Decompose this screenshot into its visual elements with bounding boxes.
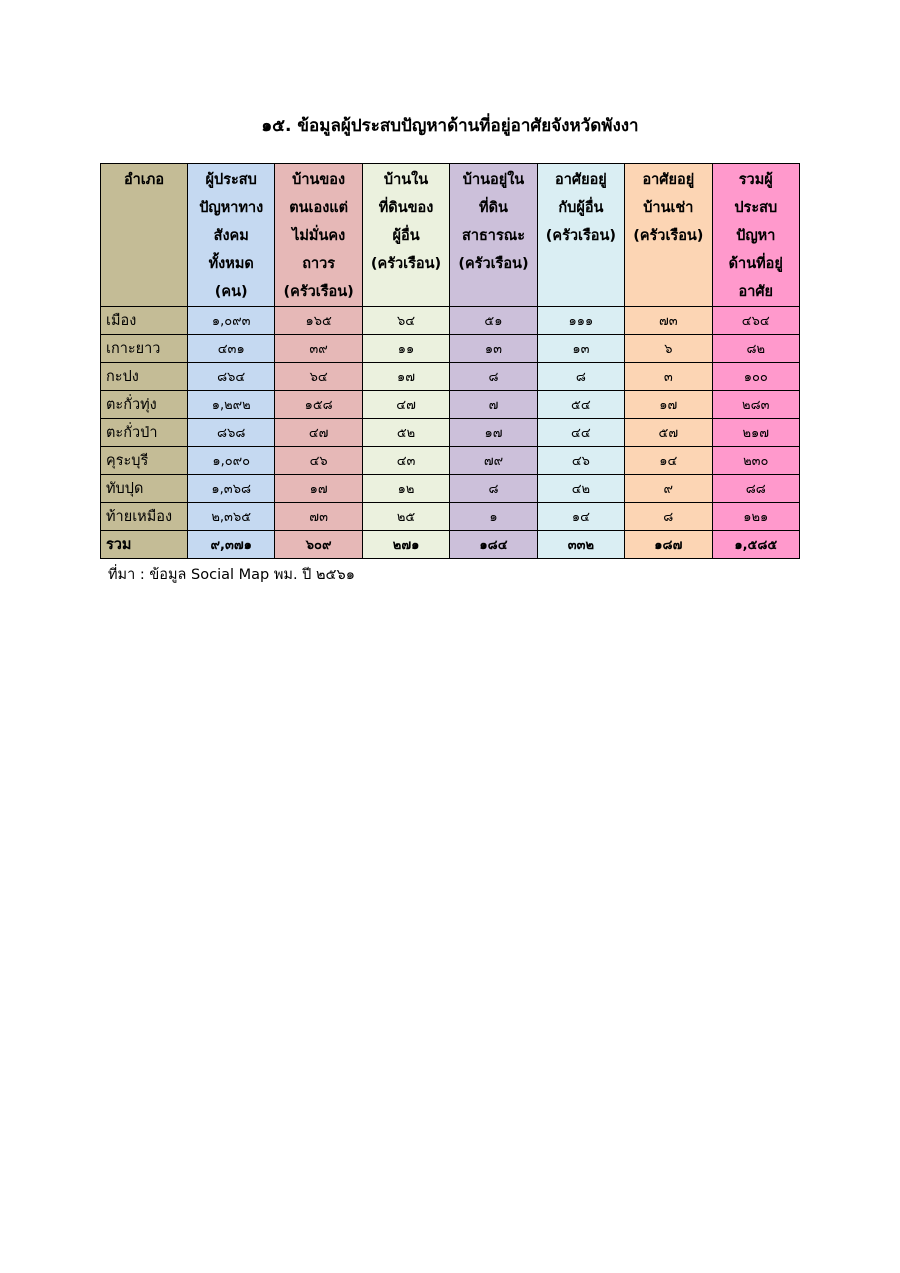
table-cell: ๘	[625, 503, 712, 531]
header-public-land	[450, 164, 537, 307]
table-cell: ๘	[537, 363, 624, 391]
header-line: บ้านของ	[292, 172, 346, 188]
header-line: ประสบ	[734, 200, 778, 216]
table-row	[101, 503, 800, 531]
table-cell: ๑๐๐	[712, 363, 799, 391]
table-cell: ๗๓	[625, 307, 712, 335]
source-note: ที่มา : ข้อมูล Social Map พม. ปี ๒๕๖๑	[108, 567, 355, 583]
district-cell: ทับปุด	[101, 475, 188, 503]
header-line: อำเภอ	[123, 172, 165, 188]
district-cell: คุระบุรี	[101, 447, 188, 475]
header-line: (ครัวเรือน)	[633, 228, 704, 244]
table-cell: ๑๓	[537, 335, 624, 363]
table-row	[101, 419, 800, 447]
total-row	[101, 531, 800, 559]
header-row	[101, 164, 800, 307]
table-cell: ๗๓	[275, 503, 362, 531]
table-cell: ๗	[450, 391, 537, 419]
table-cell: ๒๓๐	[712, 447, 799, 475]
table-row	[101, 307, 800, 335]
header-district	[101, 164, 188, 307]
table-cell: ๖	[625, 335, 712, 363]
table-cell: ๖๔	[362, 307, 449, 335]
table-cell: ๑๕๘	[275, 391, 362, 419]
table-cell: ๗๙	[450, 447, 537, 475]
table-cell: ๑๒๑	[712, 503, 799, 531]
table-row	[101, 475, 800, 503]
total-cell: ๑๘๔	[450, 531, 537, 559]
table-cell: ๕๔	[537, 391, 624, 419]
table-cell: ๑๑๑	[537, 307, 624, 335]
table-row	[101, 363, 800, 391]
table-cell: ๘	[450, 363, 537, 391]
district-cell: ตะกั่วทุ่ง	[101, 391, 188, 419]
header-line: สาธารณะ	[461, 228, 525, 244]
header-line: อาศัยอยู่	[642, 172, 695, 188]
table-cell: ๒๕	[362, 503, 449, 531]
total-cell: ๓๓๒	[537, 531, 624, 559]
table-cell: ๒๑๗	[712, 419, 799, 447]
total-cell: ๑,๕๘๕	[712, 531, 799, 559]
table-cell: ๑,๒๙๒	[188, 391, 275, 419]
total-label: รวม	[101, 531, 188, 559]
district-cell: กะปง	[101, 363, 188, 391]
table-cell: ๙	[625, 475, 712, 503]
header-line: ตนเองแต่	[289, 200, 349, 216]
table-cell: ๑๗	[625, 391, 712, 419]
table-row	[101, 391, 800, 419]
table-row	[101, 335, 800, 363]
header-total-people	[188, 164, 275, 307]
table-cell: ๑,๐๙๓	[188, 307, 275, 335]
header-line: ผู้ประสบ	[205, 172, 257, 188]
header-line: (ครัวเรือน)	[283, 284, 354, 300]
header-own-unstable	[275, 164, 362, 307]
table-cell: ๔๓๑	[188, 335, 275, 363]
header-sum-housing	[712, 164, 799, 307]
header-line: อาศัย	[738, 284, 774, 300]
table-cell: ๔๖	[275, 447, 362, 475]
table-cell: ๓๙	[275, 335, 362, 363]
table-cell: ๕๑	[450, 307, 537, 335]
table-cell: ๑๓	[450, 335, 537, 363]
page-title: ๑๕. ข้อมูลผู้ประสบปัญหาด้านที่อยู่อาศัยจังหวัดพังงา	[261, 116, 639, 136]
table-cell: ๒๘๓	[712, 391, 799, 419]
district-cell: เกาะยาว	[101, 335, 188, 363]
table-cell: ๑๗	[362, 363, 449, 391]
header-line: ผู้อื่น	[392, 228, 420, 244]
table-cell: ๔๓	[362, 447, 449, 475]
header-line: ด้านที่อยู่	[728, 256, 783, 272]
table-row	[101, 447, 800, 475]
header-line: สังคม	[213, 228, 249, 244]
header-line: ที่ดินของ	[378, 200, 434, 216]
total-cell: ๖๐๙	[275, 531, 362, 559]
table-cell: ๕๒	[362, 419, 449, 447]
table-cell: ๑๔	[625, 447, 712, 475]
header-line: บ้านอยู่ใน	[462, 172, 525, 188]
table-cell: ๑,๓๖๘	[188, 475, 275, 503]
header-line: (คน)	[214, 284, 248, 300]
header-line: ที่ดิน	[479, 200, 508, 216]
table-cell: ๘	[450, 475, 537, 503]
table-cell: ๘๖๘	[188, 419, 275, 447]
table-cell: ๖๔	[275, 363, 362, 391]
header-rented	[625, 164, 712, 307]
header-with-others	[537, 164, 624, 307]
header-line: ปัญหาทาง	[199, 200, 264, 216]
header-line: ถาวร	[302, 256, 336, 272]
table-cell: ๑๖๕	[275, 307, 362, 335]
table-cell: ๔๗	[275, 419, 362, 447]
table-cell: ๑,๐๙๐	[188, 447, 275, 475]
table-cell: ๑๒	[362, 475, 449, 503]
table-cell: ๘๘	[712, 475, 799, 503]
table-cell: ๑๗	[450, 419, 537, 447]
total-cell: ๑๘๗	[625, 531, 712, 559]
district-cell: ตะกั่วป่า	[101, 419, 188, 447]
total-cell: ๒๗๑	[362, 531, 449, 559]
housing-problem-table	[100, 163, 800, 559]
table-cell: ๘๒	[712, 335, 799, 363]
header-line: รวมผู้	[738, 172, 773, 188]
total-cell: ๙,๓๗๑	[188, 531, 275, 559]
header-line: บ้านใน	[383, 172, 429, 188]
table-cell: ๑๑	[362, 335, 449, 363]
header-line: กับผู้อื่น	[558, 200, 604, 216]
table-cell: ๑๗	[275, 475, 362, 503]
header-line: (ครัวเรือน)	[370, 256, 442, 272]
table-cell: ๑	[450, 503, 537, 531]
header-line: ไม่มั่นคง	[292, 228, 346, 244]
header-line: ทั้งหมด	[208, 256, 254, 272]
header-line: ปัญหา	[736, 228, 776, 244]
district-cell: ท้ายเหมือง	[101, 503, 188, 531]
table-cell: ๕๗	[625, 419, 712, 447]
table-cell: ๒,๓๖๕	[188, 503, 275, 531]
table-cell: ๔๗	[362, 391, 449, 419]
header-line: อาศัยอยู่	[555, 172, 607, 188]
header-line: (ครัวเรือน)	[545, 228, 617, 244]
table-cell: ๑๔	[537, 503, 624, 531]
table-cell: ๘๖๔	[188, 363, 275, 391]
table-cell: ๔๒	[537, 475, 624, 503]
table-cell: ๓	[625, 363, 712, 391]
header-others-land	[362, 164, 449, 307]
header-line: (ครัวเรือน)	[458, 256, 529, 272]
table-cell: ๔๖๔	[712, 307, 799, 335]
district-cell: เมือง	[101, 307, 188, 335]
table-cell: ๔๖	[537, 447, 624, 475]
header-line: บ้านเช่า	[643, 200, 694, 216]
table-cell: ๔๔	[537, 419, 624, 447]
